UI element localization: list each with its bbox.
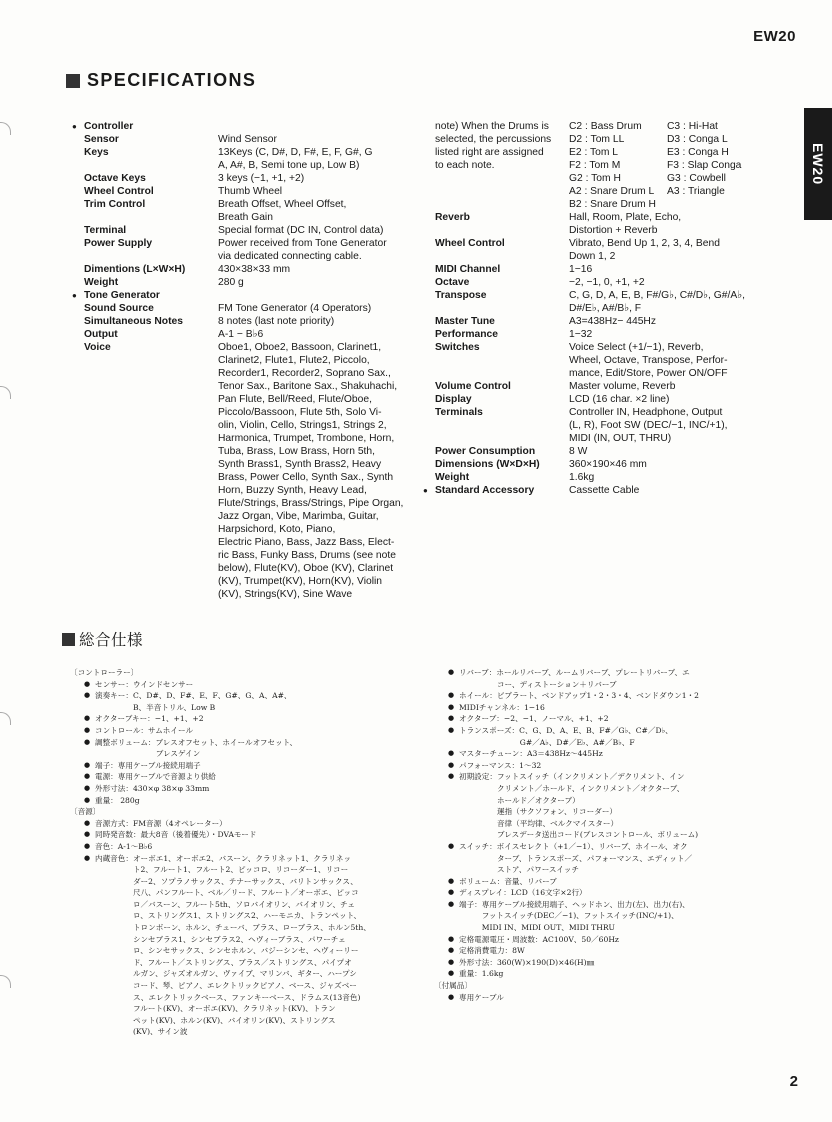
jp-spec-item (448, 748, 794, 760)
bullet-icon: ● (84, 818, 91, 827)
spec-value: Hall, Room, Plate, Echo, Distortion + Reverb (569, 212, 682, 236)
spec-value: Controller IN, Headphone, Output (L, R), Foot SW (DEC/−1, INC/+1), MIDI (IN, OUT, THRU) (569, 407, 728, 444)
spec-value: Thumb Wheel (218, 186, 283, 197)
spec-label-text: Sound Source (84, 303, 154, 314)
jp-heading (62, 628, 143, 650)
spec-row (84, 276, 414, 289)
jp-spec-item (448, 945, 794, 957)
spec-value: Master volume, Reverb (569, 381, 676, 392)
spec-label (435, 341, 569, 380)
spec-label-text: Performance (435, 329, 498, 340)
jp-spec-text: リバーブ：ホールリバーブ、ルームリバーブ、プレートリバーブ、エ コー、ディストーション＋リバーブ (459, 668, 690, 689)
jp-spec-text: 重量： 280g (95, 795, 140, 805)
spec-row (435, 380, 795, 393)
jp-spec-text: オクターブキー：−1、+1、+2 (95, 714, 204, 724)
spec-row (84, 302, 414, 315)
bullet-icon: ● (84, 725, 91, 734)
bullet-icon: ● (448, 841, 455, 850)
spec-row (435, 315, 795, 328)
drum-assignment (667, 198, 777, 211)
jp-section-heading: 〔コントローラー〕 (70, 668, 139, 677)
bullet-icon: ● (448, 934, 455, 943)
drum-assignment-grid (569, 120, 777, 211)
jp-section-heading: 〔音源〕 (70, 807, 101, 817)
jp-spec-text: オクターブ：−2、−1、ノーマル、+1、+2 (459, 714, 609, 724)
spec-label (435, 445, 569, 458)
jp-spec-text: 外形寸法：360(W)×190(D)×46(H)㎜ (459, 957, 595, 967)
jp-spec-item (84, 771, 414, 783)
jp-spec-text: 電源：専用ケーブルで音源より供給 (95, 772, 216, 782)
bullet-icon: ● (72, 122, 77, 131)
drum-assignment: G3 : Cowbell (667, 173, 726, 184)
bullet-icon: ● (448, 876, 455, 885)
spec-value: 13Keys (C, D#, D, F#, E, F, G#, G A, A#, B, Semi tone up, Low B) (218, 147, 373, 171)
spec-label-text: Power Supply (84, 238, 153, 249)
model-header: EW20 (753, 28, 796, 45)
spec-label-text: Transpose (435, 290, 487, 301)
spec-label-text: Keys (84, 147, 109, 158)
jp-spec-text: 音源方式：FM音源（4オペレーター） (95, 818, 227, 828)
bullet-icon: ● (448, 760, 455, 769)
jp-spec-item (448, 690, 794, 702)
spec-value: 3 keys (−1, +1, +2) (218, 173, 305, 184)
jp-spec-item (448, 899, 794, 934)
jp-spec-item (84, 853, 414, 1039)
jp-spec-text: マスターチューン：A3＝438Hz〜445Hz (459, 749, 603, 759)
spec-label (435, 393, 569, 406)
bullet-icon: ● (84, 841, 91, 850)
drum-assignment: D2 : Tom LL (569, 134, 625, 145)
spec-row (435, 406, 795, 445)
spec-label-text: Tone Generator (84, 290, 160, 301)
jp-spec-item (448, 713, 794, 725)
bullet-icon: ● (448, 714, 455, 723)
jp-spec-item (84, 679, 414, 691)
bullet-icon: ● (84, 737, 91, 746)
spec-label (423, 484, 569, 497)
bullet-icon: ● (448, 691, 455, 700)
spec-label-text: Power Consumption (435, 446, 536, 457)
margin-mark (0, 712, 11, 725)
jp-spec-text: 専用ケーブル (459, 992, 504, 1002)
margin-mark (0, 975, 11, 988)
jp-spec-item (448, 887, 794, 899)
spec-label (435, 458, 569, 471)
drum-assignment: C3 : Hi-Hat (667, 121, 718, 132)
spec-label-text: Terminal (84, 225, 127, 236)
spec-row (84, 263, 414, 276)
jp-spec-item (448, 702, 794, 714)
jp-spec-text: コントロール：サムホイール (95, 725, 194, 735)
spec-label (72, 289, 218, 302)
spec-row (435, 341, 795, 380)
spec-row (84, 315, 414, 341)
spec-label (435, 237, 569, 263)
heading-square-icon (62, 633, 75, 646)
jp-spec-text: ホイール：ビブラート、ベンドアップ1・2・3・4、ベンドダウン1・2 (459, 691, 700, 701)
spec-label (84, 315, 218, 341)
drum-assignment: B2 : Snare Drum H (569, 199, 656, 210)
spec-value: 430×38×33 mm (218, 264, 291, 275)
spec-label-text: Voice (84, 342, 111, 353)
bullet-icon: ● (84, 783, 91, 792)
spec-label-text: Octave (435, 277, 470, 288)
spec-value: −2, −1, 0, +1, +2 (569, 277, 645, 288)
jp-spec-item (448, 934, 794, 946)
spec-label-text: Octave Keys (84, 173, 146, 184)
spec-row (72, 120, 414, 133)
spec-value: 360×190×46 mm (569, 459, 647, 470)
spec-value (218, 120, 414, 133)
spec-label (84, 263, 218, 276)
spec-value: 280 g (218, 277, 244, 288)
spec-row (72, 289, 414, 302)
bullet-icon: ● (448, 725, 455, 734)
spec-label-text: Dimentions (L×W×H) (84, 264, 186, 275)
bullet-icon: ● (84, 853, 91, 862)
bullet-icon: ● (84, 679, 91, 688)
spec-value: Voice Select (+1/−1), Reverb, Wheel, Octave, Transpose, Perfor- mance, Edit/Store, Power ON/OFF (569, 342, 728, 379)
jp-spec-text: 調整ボリューム：ブレスオフセット、ホイールオフセット、 ブレスゲイン (95, 737, 298, 759)
jp-spec-item (448, 725, 794, 748)
drum-note (435, 120, 795, 211)
spec-label (84, 198, 218, 224)
spec-label-text: Display (435, 394, 472, 405)
jp-spec-text: 音色：A-1〜B♭6 (95, 841, 153, 851)
spec-row (435, 458, 795, 471)
jp-spec-item (448, 667, 794, 690)
spec-value: 1−32 (569, 329, 593, 340)
spec-value: Vibrato, Bend Up 1, 2, 3, 4, Bend Down 1, 2 (569, 238, 720, 262)
bullet-icon: ● (448, 946, 455, 955)
drum-assignment: A3 : Triangle (667, 186, 725, 197)
spec-label (84, 133, 218, 146)
spec-row (435, 263, 795, 276)
spec-label-text: Standard Accessory (435, 485, 535, 496)
jp-spec-item (84, 829, 414, 841)
jp-spec-text: ディスプレイ：LCD（16文字×2行） (459, 888, 587, 898)
margin-mark (0, 386, 11, 399)
spec-row (84, 237, 414, 263)
jp-spec-text: MIDIチャンネル：1−16 (459, 702, 545, 712)
spec-label (84, 341, 218, 601)
spec-label (435, 211, 569, 237)
spec-value: Wind Sensor (218, 134, 277, 145)
drum-assignment: D3 : Conga L (667, 134, 728, 145)
jp-spec-text: 外形寸法：430×φ 38×φ 33mm (95, 783, 210, 793)
spec-value: Special format (DC IN, Control data) (218, 225, 384, 236)
spec-label-text: Wheel Control (435, 238, 505, 249)
drum-assignment: A2 : Snare Drum L (569, 186, 655, 197)
spec-label (84, 172, 218, 185)
bullet-icon: ● (84, 795, 91, 804)
jp-spec-text: センサー：ウインドセンサー (95, 679, 194, 689)
spec-label-text: Trim Control (84, 199, 146, 210)
spec-label (84, 237, 218, 263)
spec-label (435, 263, 569, 276)
spec-row (84, 341, 414, 601)
drum-assignment: E2 : Tom L (569, 147, 619, 158)
bullet-icon: ● (448, 992, 455, 1001)
spec-row (435, 237, 795, 263)
spec-row (84, 224, 414, 237)
spec-value: FM Tone Generator (4 Operators) (218, 303, 372, 314)
jp-spec-text: 内蔵音色：オーボエ1、オーボエ2、バスーン、クラリネット1、クラリネッ ト2、フルート1、フルート2、ピッコロ、リコーダー1、リコー ダー2、ソプラノサックス、テナーサックス、バリトンサックス、 尺八、パンフルート、ベル／リード、フルート／オーボエ、ピッコ ロ／バスーン、フルート5th、ソロバイオリン、バイオリン、チェ ロ、ストリングス1、ストリングス2、ハーモニカ、トランペット、 トロンボーン、ホルン、チューバ、ブラス、ローブラス、ホルン5th、 シンセブラス1、シンセブラス2、ヘヴィーブラス、パワーチェ ロ、シンセサックス、シンセホルン、バジーシンセ、ヘヴィーリー ド、フルート／ストリングス、ブラス／ストリングス、パイプオ ルガン、ジャズオルガン、ヴァイブ、マリンバ、ギター、ハープシ コード、琴、ピアノ、エレクトリックピアノ、ベース、ジャズベー ス、エレクトリックベース、ファンキーベース、ドラムス(13音色) フルート(KV)、オーボエ(KV)、クラリネット(KV)、トラン ペット(KV)、ホルン(KV)、バイオリン(KV)、ストリングス (KV)、サイン波 (95, 853, 371, 1037)
side-tab: EW20 (804, 108, 832, 220)
spec-row (435, 471, 795, 484)
drum-note-text: note) When the Drums is selected, the percussions listed right are assigned to each note. (435, 121, 552, 171)
spec-row (84, 198, 414, 224)
spec-label-text: Weight (84, 277, 119, 288)
spec-label (435, 315, 569, 328)
heading-square-icon (66, 74, 80, 88)
spec-row (435, 276, 795, 289)
jp-spec-text: 定格消費電力：8W (459, 946, 525, 956)
jp-spec-item (448, 968, 794, 980)
jp-spec-text: トランスポーズ：C、G、D、A、E、B、F#／G♭、C#／D♭、 G#／A♭、D#／E♭、A#／B♭、F (459, 725, 673, 747)
bullet-icon: ● (72, 291, 77, 300)
spec-label (84, 276, 218, 289)
bullet-icon: ● (448, 702, 455, 711)
jp-spec-text: 初期設定：フットスイッチ（インクリメント／デクリメント、イン クリメント／ホールド、インクリメント／オクターブ、 ホールド／オクターブ） 運指（サクソフォン、リコーダー） 音律（平均律、ベルクマイスター） ブレスデータ送出コード(ブレスコントロール、ボリューム) (459, 772, 699, 840)
bullet-icon: ● (448, 772, 455, 781)
spec-value: C, G, D, A, E, B, F#/G♭, C#/D♭, G#/A♭, D#/E♭, A#/B♭, F (569, 290, 745, 314)
spec-label (435, 380, 569, 393)
jp-spec-text: 端子：専用ケーブル接続用端子、ヘッドホン、出力(左)、出力(右)、 フットスイッチ(DEC／−1)、フットスイッチ(INC/+1)、 MIDI IN、MIDI OUT、MIDI THRU (459, 899, 690, 933)
drum-assignment: F3 : Slap Conga (667, 160, 742, 171)
spec-row (435, 445, 795, 458)
drum-assignment: E3 : Conga H (667, 147, 729, 158)
spec-label (72, 120, 218, 133)
spec-label-text: Reverb (435, 212, 470, 223)
jp-spec-item (84, 760, 414, 772)
spec-label (435, 289, 569, 315)
spec-label-text: Switches (435, 342, 480, 353)
bullet-icon: ● (84, 772, 91, 781)
jp-spec-item (84, 795, 414, 807)
spec-row (435, 289, 795, 315)
spec-value: Cassette Cable (569, 485, 640, 496)
spec-label-text: Wheel Control (84, 186, 154, 197)
bullet-icon: ● (448, 668, 455, 676)
jp-spec-item (448, 841, 794, 876)
jp-spec-text: ボリューム：音量、リバーブ (459, 876, 557, 886)
jp-spec-text: スイッチ：ボイスセレクト（+1／−1）、リバーブ、ホイール、オク ターブ、トランスポーズ、パフォーマンス、エディット／ ストア、パワースイッチ (459, 841, 693, 875)
jp-spec-item (84, 841, 414, 853)
spec-row (435, 211, 795, 237)
spec-row (435, 393, 795, 406)
jp-spec-item (84, 818, 414, 830)
jp-spec-item (448, 771, 794, 841)
spec-value: Breath Offset, Wheel Offset, Breath Gain (218, 199, 347, 223)
spec-row (84, 172, 414, 185)
spec-heading (66, 70, 256, 91)
spec-row (435, 328, 795, 341)
spec-label-text: Simultaneous Notes Output (84, 316, 183, 340)
jp-spec-text: 重量：1.6kg (459, 969, 504, 979)
bullet-icon: ● (448, 749, 455, 758)
bullet-icon: ● (84, 714, 91, 723)
spec-value: 1−16 (569, 264, 593, 275)
spec-label (435, 276, 569, 289)
en-spec-left-column (72, 120, 414, 601)
en-spec-right-column (423, 120, 795, 497)
margin-mark (0, 122, 11, 135)
jp-spec-text: 定格電源電圧・周波数：AC100V、50／60Hz (459, 934, 619, 944)
spec-value: LCD (16 char. ×2 line) (569, 394, 670, 405)
spec-label-text: Terminals (435, 407, 483, 418)
drum-assignment: F2 : Tom M (569, 160, 621, 171)
jp-spec-right-column (434, 667, 794, 1003)
bullet-icon: ● (448, 888, 455, 897)
spec-value: A3=438Hz− 445Hz (569, 316, 657, 327)
spec-value: Oboe1, Oboe2, Bassoon, Clarinet1, Clarinet2, Flute1, Flute2, Piccolo, Recorder1, Recorder2, Soprano Sax., Tenor Sax., Baritone Sax., Shakuhachi, Pan Flute, Bell/Reed, Flute/Oboe, Piccolo/Bassoon, Flute 5th, Solo Vi- olin, Violin, Cello, Strings1, Strings 2, Harmonica, Trumpet, Trombone, Horn, Tuba, Brass, Low Brass, Horn 5th, Synth Brass1, Synth Brass2, Heavy Brass, Power Cello, Synth Sax., Synth Horn, Buzzy Synth, Heavy Lead, Flute/Strings, Brass/Strings, Pipe Organ, Jazz Organ, Vibe, Marimba, Guitar, Harpsichord, Koto, Piano, Electric Piano, Bass, Jazz Bass, Elect- ric Bass, Funky Bass, Drums (see note below), Flute(KV), Oboe (KV), Clarinet (KV), Trumpet(KV), Horn(KV), Violin (KV), Strings(KV), Sine Wave (218, 342, 404, 600)
spec-value: 1.6kg (569, 472, 595, 483)
bullet-icon: ● (423, 486, 428, 495)
jp-spec-item (448, 760, 794, 772)
spec-title: SPECIFICATIONS (87, 70, 257, 90)
spec-label-text: Controller (84, 121, 134, 132)
bullet-icon: ● (448, 957, 455, 966)
spec-value (218, 289, 414, 302)
jp-title: 総合仕様 (79, 632, 144, 649)
jp-spec-item (84, 725, 414, 737)
spec-value: 8 notes (last note priority) A-1 − B♭6 (218, 316, 335, 340)
bullet-icon: ● (448, 899, 455, 908)
spec-value: Power received from Tone Generator via dedicated connecting cable. (218, 238, 387, 262)
spec-label-text: MIDI Channel (435, 264, 501, 275)
bullet-icon: ● (84, 760, 91, 769)
spec-label-text: Sensor (84, 134, 119, 145)
jp-spec-item (448, 992, 794, 1004)
spec-label (84, 185, 218, 198)
spec-value: 8 W (569, 446, 588, 457)
spec-row (84, 133, 414, 146)
jp-spec-text: 端子：専用ケーブル接続用端子 (95, 760, 201, 770)
bullet-icon: ● (448, 969, 455, 978)
jp-spec-text: パフォーマンス：1〜32 (459, 760, 542, 770)
jp-spec-item (84, 713, 414, 725)
spec-label (84, 224, 218, 237)
jp-spec-item (84, 690, 414, 713)
jp-spec-left-column (70, 667, 414, 1038)
page-number: 2 (789, 1073, 798, 1090)
spec-label (435, 328, 569, 341)
spec-row (84, 146, 414, 172)
jp-spec-item (84, 783, 414, 795)
spec-label (435, 406, 569, 445)
jp-spec-item (448, 957, 794, 969)
spec-label (84, 146, 218, 172)
jp-spec-item (448, 876, 794, 888)
spec-label-text: Dimensions (W×D×H) (435, 459, 540, 470)
spec-label-text: Volume Control (435, 381, 511, 392)
jp-spec-text: 演奏キー：C、D#、D、F#、E、F、G#、G、A、A#、 B、半音トリル、Low B (95, 691, 292, 712)
jp-spec-text: 同時発音数：最大8音（後着優先）・DVAモード (95, 830, 257, 840)
spec-label (84, 302, 218, 315)
spec-label (435, 471, 569, 484)
drum-assignment: C2 : Bass Drum (569, 121, 642, 132)
bullet-icon: ● (84, 691, 91, 700)
drum-assignment: G2 : Tom H (569, 173, 621, 184)
spec-row (423, 484, 795, 497)
spec-label-text: Weight (435, 472, 470, 483)
spec-row (84, 185, 414, 198)
jp-section-heading: 〔付属品〕 (434, 981, 472, 991)
spec-label-text: Master Tune (435, 316, 495, 327)
jp-spec-item (84, 737, 414, 760)
bullet-icon: ● (84, 830, 91, 839)
